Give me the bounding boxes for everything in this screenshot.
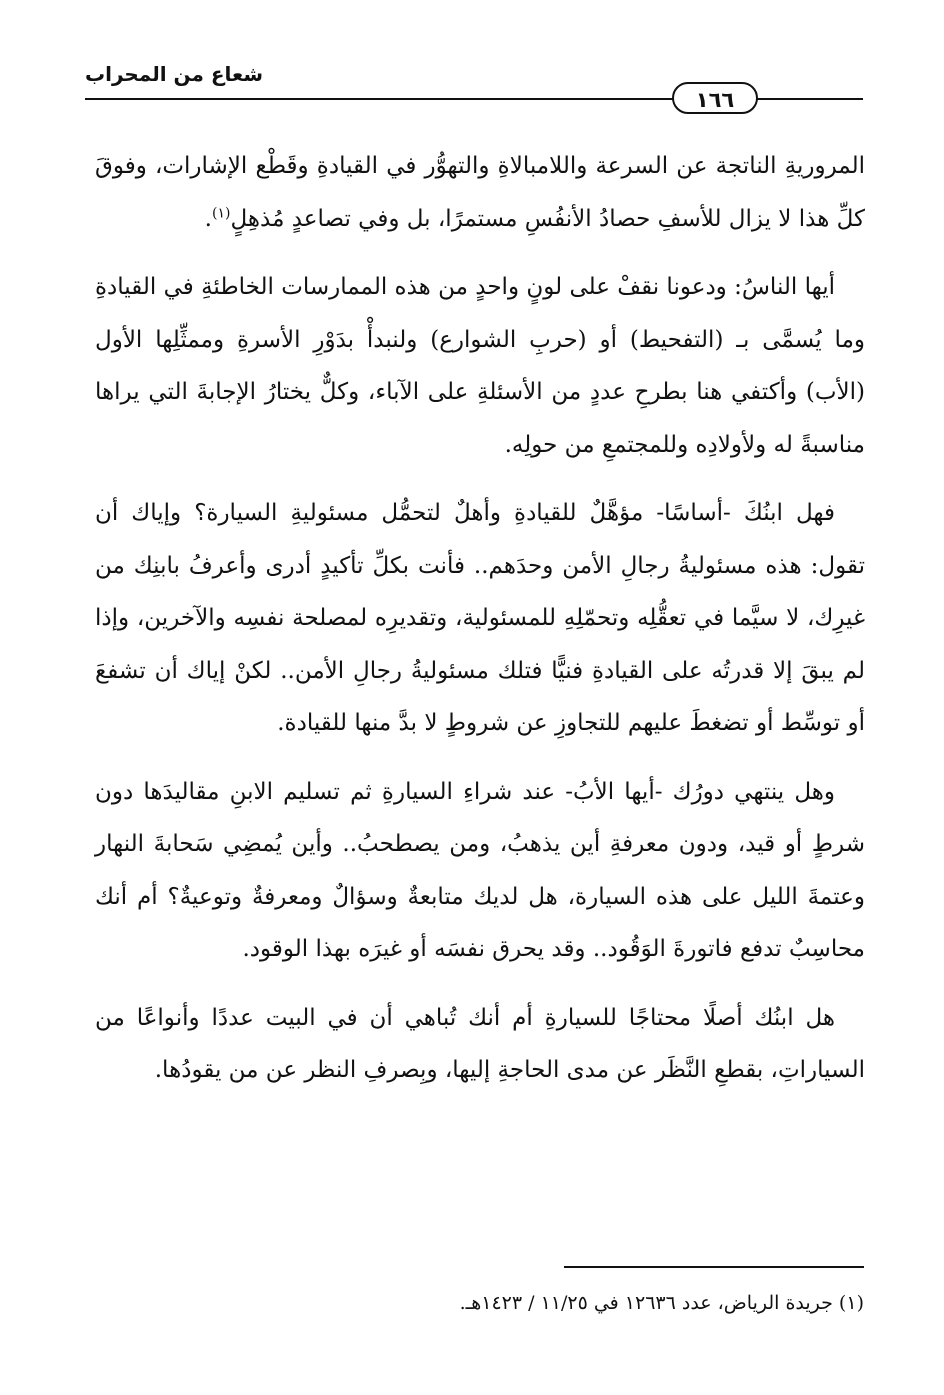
footnote-reference: (١) [211,204,231,221]
body-text [95,140,865,1113]
book-title: شعاع من المحراب [85,62,264,86]
paragraph-1: المروريةِ الناتجة عن السرعة واللامبالاةِ والتهوُّر في القيادةِ وقَطْع الإشارات، وفوقَ كلِّ هذا لا يزال للأسفِ حصادُ الأنفُسِ مستمرًا، بل وفي تصاعدٍ مُذهِلٍ$^{(١)}$. [95,153,865,232]
paragraph-5: هل ابنُك أصلًا محتاجًا للسيارةِ أم أنك تُباهي أن في البيت عددًا وأنواعًا من السياراتِ، بقطعِ النَّظَر عن مدى الحاجةِ إليها، وبِصرفِ النظر عن من يقودُها. [95,1004,865,1083]
paragraph-3: فهل ابنُكَ -أساسًا- مؤهَّلٌ للقيادةِ وأهلٌ لتحمُّل مسئوليةِ السيارة؟ وإياك أن تقول: هذه مسئوليةُ رجالِ الأمن وحدَهم.. فأنت بكلِّ تأكيدٍ أدرى وأعرفُ بابنِك من غيرِك، لا سيَّما في تعقُّلِه وتحمّلِهِ للمسئولية، وتقديرِه لمصلحة نفسِه والآخرين، وإذا لم يبقَ إلا قدرتُه على القيادةِ فنيًّا فتلك مسئوليةُ رجالِ الأمن.. لكنْ إياك أن تشفعَ أو توسِّط أو تضغطَ عليهم للتجاوزِ عن شروطٍ لا بدَّ منها للقيادة. [95,500,865,736]
paragraph-1-text: المروريةِ الناتجة عن السرعة واللامبالاةِ والتهوُّر في القيادةِ وقَطْع الإشارات، وفوقَ كلِّ هذا لا يزال للأسفِ حصادُ الأنفُسِ مستمرًا، بل وفي تصاعدٍ مُذهِلٍ [95,153,865,232]
footnote-rule [564,1266,864,1268]
footnote: (١) جريدة الرياض، عدد ١٢٦٣٦ في ١١/٢٥ / ١٤٢٣هـ. [459,1292,864,1314]
page-header [85,58,863,118]
page-number: ١٦٦ [672,82,758,114]
paragraph-2: أيها الناسُ: ودعونا نقفْ على لونٍ واحدٍ من هذه الممارسات الخاطئةِ في القيادةِ وما يُسمَّى بـ (التفحيط) أو (حربِ الشوارع) ولنبدأْ بدَوْرِ الأسرةِ وممثِّلِها الأول (الأب) وأكتفي هنا بطرحِ عددٍ من الأسئلةِ على الآباء، وكلٌّ يختارُ الإجابةَ التي يراها مناسبةً له ولأولادِه وللمجتمعِ من حولِه. [95,274,865,458]
paragraph-4: وهل ينتهي دورُك -أيها الأبُ- عند شراءِ السيارةِ ثم تسليم الابنِ مقاليدَها دون شرطٍ أو قيد، ودون معرفةِ أين يذهبُ، ومن يصطحبُ.. وأين يُمضِي سَحابةَ النهار وعتمةَ الليل على هذه السيارة، هل لديك متابعةٌ وسؤالٌ ومعرفةٌ وتوعيةٌ؟ أم أنك محاسِبٌ تدفع فاتورةَ الوَقُود.. وقد يحرق نفسَه أو غيرَه بهذا الوقود. [95,778,865,962]
